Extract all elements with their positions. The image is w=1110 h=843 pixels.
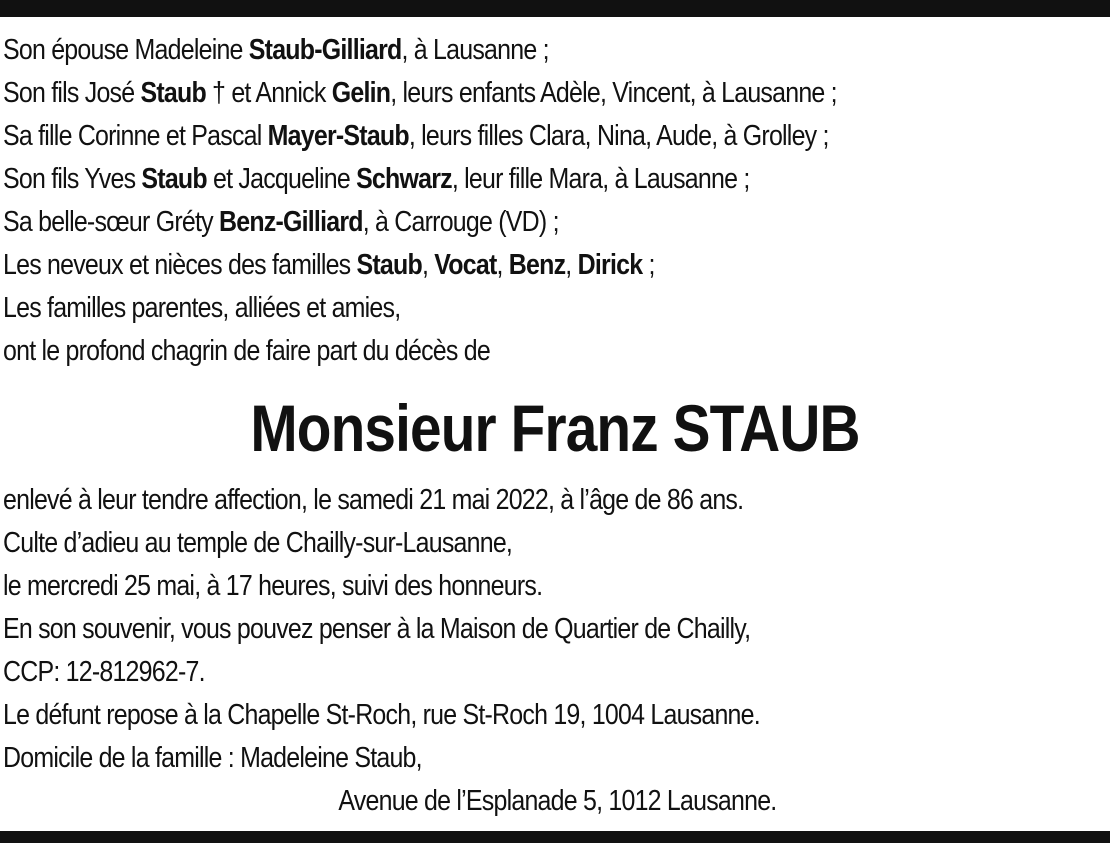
family-text: et Jacqueline [206,163,357,195]
family-text: Sa belle-sœur Gréty [3,206,219,238]
family-text: , [565,249,578,281]
family-line [3,72,952,115]
family-surname: Staub [356,249,422,281]
detail-line: Domicile de la famille : Madeleine Staub, [3,742,422,774]
family-surname: Vocat [434,249,497,281]
detail-line: CCP: 12-812962-7. [3,656,205,688]
family-text: Son fils Yves [3,163,142,195]
family-text: , leurs filles Clara, Nina, Aude, à Grolley ; [408,120,829,152]
family-line [3,330,952,373]
family-surname: Benz-Gilliard [218,206,363,238]
detail-line: Le défunt repose à la Chapelle St-Roch, rue St-Roch 19, 1004 Lausanne. [3,699,760,731]
family-line [3,287,952,330]
detail-line: Culte d’adieu au temple de Chailly-sur-Lausanne, [3,527,513,559]
family-surname: Benz [508,249,566,281]
detail-line: le mercredi 25 mai, à 17 heures, suivi des honneurs. [3,570,543,602]
family-surname: Staub [141,163,207,195]
family-text: Sa fille Corinne et Pascal [3,120,268,152]
family-text: Son épouse Madeleine [3,34,249,66]
family-text: , leur fille Mara, à Lausanne ; [451,163,750,195]
family-list [3,29,1107,373]
family-surname: Dirick [577,249,643,281]
family-line [3,201,952,244]
family-text: † et Annick [205,77,332,109]
deceased-name: Monsieur Franz STAUB [250,391,860,465]
family-surname: Mayer-Staub [267,120,409,152]
family-text: , [496,249,509,281]
family-text: Son fils José [3,77,141,109]
family-text: Les neveux et nièces des familles [3,249,357,281]
family-surname: Staub [140,77,206,109]
family-text: , [421,249,435,281]
detail-line: En son souvenir, vous pouvez penser à la Maison de Quartier de Chailly, [3,613,751,645]
family-line [3,29,952,72]
family-line [3,158,952,201]
family-text: , leurs enfants Adèle, Vincent, à Lausanne ; [390,77,837,109]
family-line [3,244,952,287]
family-surname: Schwarz [356,163,452,195]
bottom-border-rule [0,831,1110,843]
family-text: ; [642,249,655,281]
family-surname: Staub-Gilliard [248,34,402,66]
family-text: , à Lausanne ; [401,34,549,66]
family-surname: Gelin [331,77,391,109]
family-text: Les familles parentes, alliées et amies, [3,292,401,324]
family-address-line: Avenue de l’Esplanade 5, 1012 Lausanne. [338,785,777,817]
family-line [3,115,952,158]
family-text: , à Carrouge (VD) ; [362,206,559,238]
top-border-rule [0,0,1110,17]
family-text: ont le profond chagrin de faire part du décès de [3,335,490,367]
announcement-details [3,479,1107,823]
detail-line: enlevé à leur tendre affection, le samedi 21 mai 2022, à l’âge de 86 ans. [3,484,744,516]
